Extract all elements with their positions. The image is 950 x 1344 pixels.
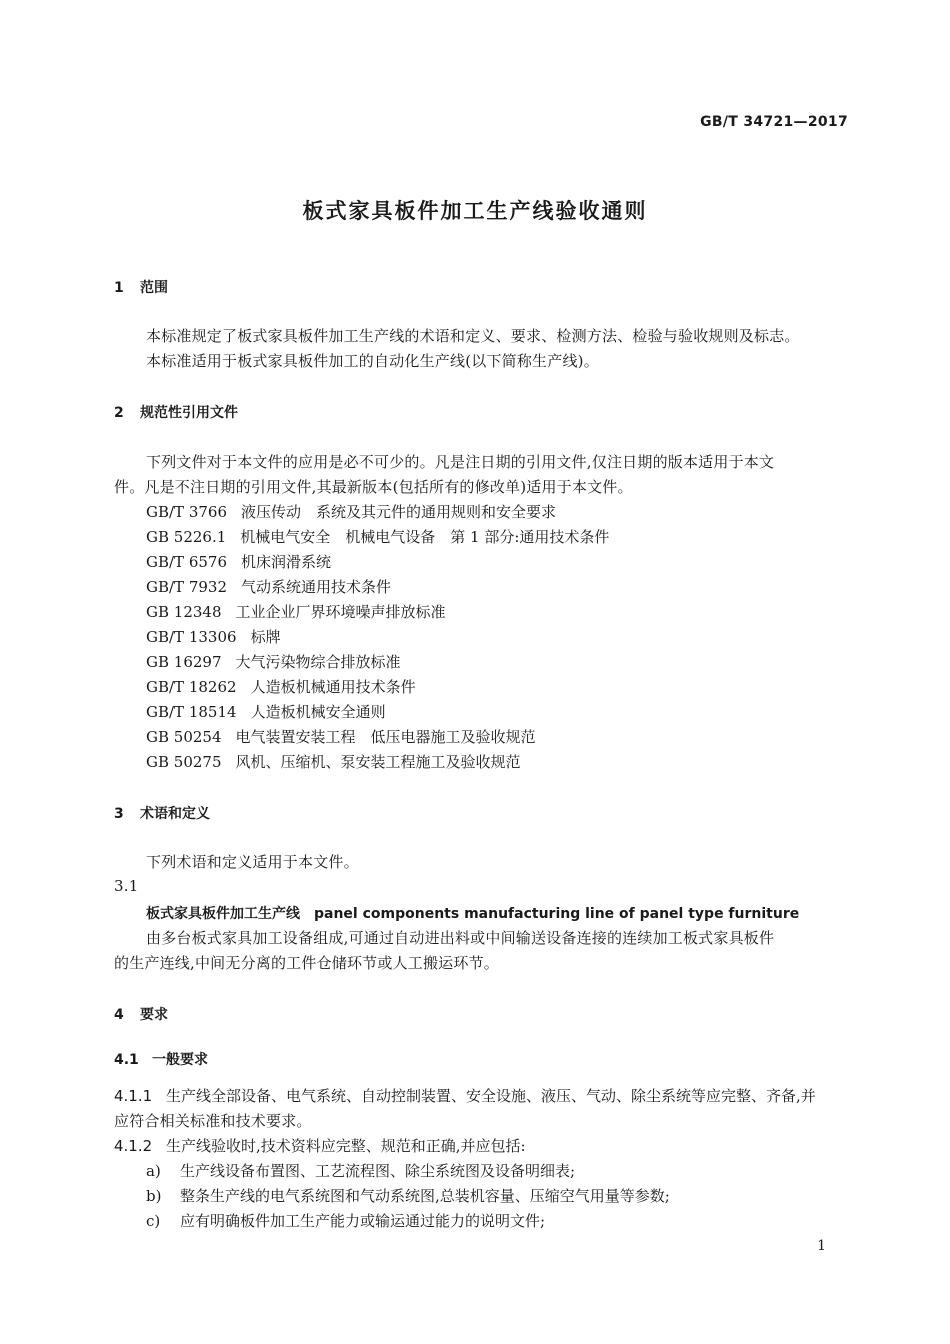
scope-paragraph-2: 本标准适用于板式家具板件加工的自动化生产线(以下简称生产线)。 — [146, 352, 599, 370]
clause-number: 4.1.1 — [114, 1087, 153, 1105]
definition-term: 板式家具板件加工生产线 panel components manufacturing line of panel type furniture — [146, 906, 800, 922]
section-number: 4 — [114, 1007, 124, 1023]
section-title: 要求 — [140, 1007, 168, 1023]
subsection-number: 4.1 — [114, 1052, 139, 1068]
section-title: 术语和定义 — [140, 806, 210, 822]
reference-name: 机械电气安全 机械电气设备 第 1 部分:通用技术条件 — [240, 528, 610, 546]
list-item-text: 生产线设备布置图、工艺流程图、除尘系统图及设备明细表; — [180, 1162, 576, 1180]
reference-name: 人造板机械安全通则 — [250, 703, 386, 721]
reference-item — [146, 751, 521, 772]
reference-name: 工业企业厂界环境噪声排放标准 — [235, 603, 446, 621]
reference-name: 液压传动 系统及其元件的通用规则和安全要求 — [241, 503, 557, 521]
section-title: 范围 — [140, 280, 168, 296]
normative-paragraph-line-1: 下列文件对于本文件的应用是必不可少的。凡是注日期的引用文件,仅注日期的版本适用于本文 — [146, 453, 775, 471]
list-item — [146, 1210, 545, 1231]
section-number: 2 — [114, 405, 124, 421]
section-4-heading — [114, 1004, 168, 1024]
reference-name: 风机、压缩机、泵安装工程施工及验收规范 — [235, 753, 521, 771]
reference-code: GB 50254 — [146, 728, 222, 746]
reference-item — [146, 676, 416, 697]
reference-code: GB/T 13306 — [146, 628, 237, 646]
clause-4-1-1-line-2: 应符合相关标准和技术要求。 — [114, 1112, 312, 1130]
definition-text-line-2: 的生产连线,中间无分离的工件仓储环节或人工搬运环节。 — [114, 954, 499, 972]
reference-name: 标牌 — [250, 628, 281, 646]
reference-item — [146, 726, 536, 747]
clause-number: 4.1.2 — [114, 1137, 153, 1155]
terms-intro: 下列术语和定义适用于本文件。 — [146, 853, 359, 871]
reference-item — [146, 701, 386, 722]
subsection-4-1-heading — [114, 1049, 208, 1069]
reference-code: GB/T 7932 — [146, 578, 228, 596]
definition-text-line-1: 由多台板式家具加工设备组成,可通过自动进出料或中间输送设备连接的连续加工板式家具板件 — [146, 929, 775, 947]
reference-code: GB/T 6576 — [146, 553, 228, 571]
section-number: 1 — [114, 280, 124, 296]
definition-number: 3.1 — [114, 877, 139, 895]
section-2-heading — [114, 402, 238, 422]
reference-item — [146, 651, 401, 672]
section-title: 规范性引用文件 — [140, 405, 238, 421]
clause-4-1-1 — [114, 1085, 816, 1106]
reference-code: GB/T 18514 — [146, 703, 237, 721]
list-item-label: b) — [146, 1187, 162, 1205]
subsection-title: 一般要求 — [152, 1052, 208, 1068]
document-title: 板式家具板件加工生产线验收通则 — [302, 199, 648, 223]
list-item-label: a) — [146, 1162, 161, 1180]
reference-code: GB/T 3766 — [146, 503, 228, 521]
reference-item — [146, 626, 281, 647]
reference-name: 气动系统通用技术条件 — [241, 578, 392, 596]
reference-code: GB 5226.1 — [146, 528, 227, 546]
reference-code: GB 16297 — [146, 653, 222, 671]
normative-paragraph-line-2: 件。凡是不注日期的引用文件,其最新版本(包括所有的修改单)适用于本文件。 — [114, 478, 633, 496]
reference-item — [146, 576, 391, 597]
reference-item — [146, 501, 556, 522]
clause-text: 生产线验收时,技术资料应完整、规范和正确,并应包括: — [166, 1137, 526, 1155]
scope-paragraph-1: 本标准规定了板式家具板件加工生产线的术语和定义、要求、检测方法、检验与验收规则及标志。 — [146, 327, 800, 345]
reference-item — [146, 551, 331, 572]
reference-code: GB/T 18262 — [146, 678, 237, 696]
list-item — [146, 1160, 575, 1181]
section-1-heading — [114, 277, 168, 297]
reference-item — [146, 526, 609, 547]
reference-name: 人造板机械通用技术条件 — [250, 678, 416, 696]
standard-number: GB/T 34721—2017 — [700, 114, 848, 130]
list-item-text: 应有明确板件加工生产能力或输运通过能力的说明文件; — [180, 1212, 546, 1230]
section-number: 3 — [114, 806, 124, 822]
list-item — [146, 1185, 670, 1206]
reference-name: 电气装置安装工程 低压电器施工及验收规范 — [235, 728, 536, 746]
reference-item — [146, 601, 446, 622]
list-item-text: 整条生产线的电气系统图和气动系统图,总装机容量、压缩空气用量等参数; — [180, 1187, 670, 1205]
page-number: 1 — [817, 1238, 826, 1254]
list-item-label: c) — [146, 1212, 161, 1230]
reference-code: GB 12348 — [146, 603, 222, 621]
section-3-heading — [114, 803, 210, 823]
reference-code: GB 50275 — [146, 753, 222, 771]
clause-4-1-2 — [114, 1135, 526, 1156]
reference-name: 机床润滑系统 — [241, 553, 332, 571]
reference-name: 大气污染物综合排放标准 — [235, 653, 401, 671]
clause-text-line-1: 生产线全部设备、电气系统、自动控制装置、安全设施、液压、气动、除尘系统等应完整、齐备,并 — [166, 1087, 816, 1105]
